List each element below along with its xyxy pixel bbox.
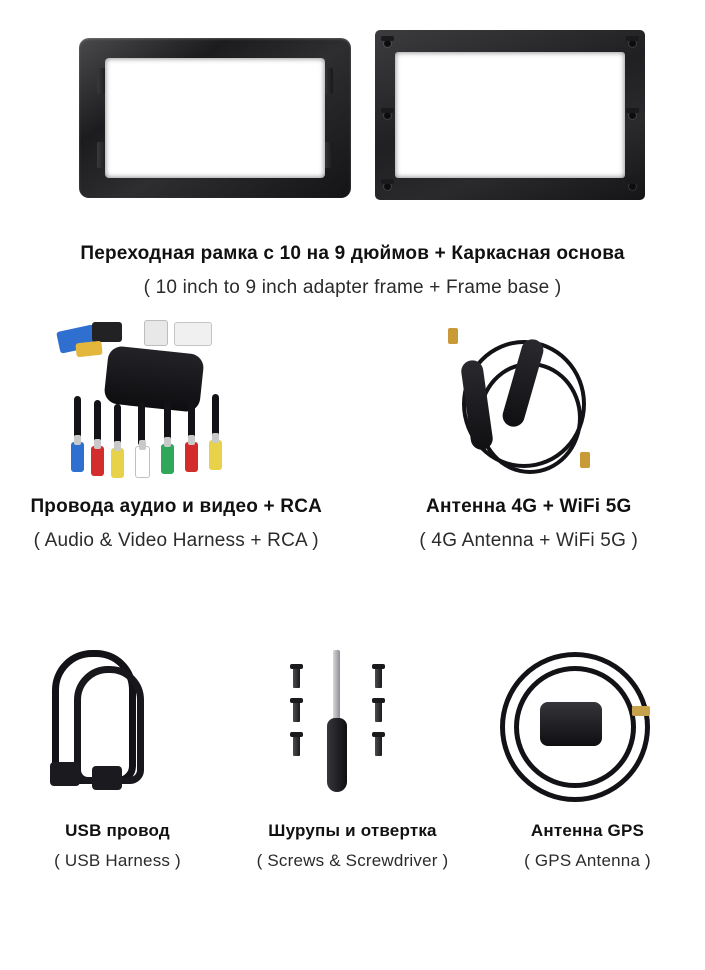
screws-caption-ru: Шурупы и отвертка bbox=[268, 821, 437, 840]
black-connector-icon bbox=[92, 322, 122, 342]
usb-caption-ru: USB провод bbox=[65, 821, 170, 840]
screw-hole-icon bbox=[629, 112, 636, 119]
antenna-caption bbox=[353, 495, 705, 554]
frames-caption-en: ( 10 inch to 9 inch adapter frame + Frame base ) bbox=[143, 276, 562, 298]
yellow-connector-icon bbox=[76, 341, 103, 358]
item-audio-video-harness bbox=[0, 320, 353, 554]
item-screws-screwdriver bbox=[235, 640, 470, 874]
harness-wire bbox=[114, 404, 121, 446]
screw-hole-icon bbox=[629, 183, 636, 190]
item-usb-harness bbox=[0, 640, 235, 874]
gps-caption bbox=[470, 820, 705, 874]
antenna-caption-ru: Антенна 4G + WiFi 5G bbox=[426, 496, 632, 517]
frame-tab-bottom-left bbox=[97, 142, 107, 168]
screw-hole-icon bbox=[384, 112, 391, 119]
screw-icon bbox=[375, 702, 382, 722]
screw-icon bbox=[293, 702, 300, 722]
gps-caption-en: ( GPS Antenna ) bbox=[524, 851, 651, 871]
harness-caption bbox=[0, 495, 353, 554]
usb-caption bbox=[0, 820, 235, 874]
screwdriver-handle bbox=[327, 718, 347, 792]
screw-hole-icon bbox=[629, 40, 636, 47]
rca-plug-yellow bbox=[209, 440, 222, 470]
frame-tab-bottom-right bbox=[323, 142, 333, 168]
rca-plug-red bbox=[185, 442, 198, 472]
antenna-illustration bbox=[404, 320, 654, 495]
usb-harness-illustration bbox=[0, 640, 235, 820]
harness-caption-en: ( Audio & Video Harness + RCA ) bbox=[33, 529, 319, 551]
frame-tab-top-left bbox=[97, 68, 107, 94]
antenna-connector-icon bbox=[448, 328, 458, 344]
usb-connector-icon bbox=[50, 762, 80, 786]
harness-caption-ru: Провода аудио и видео + RCA bbox=[30, 496, 323, 517]
screw-icon bbox=[293, 736, 300, 756]
screws-caption bbox=[235, 820, 470, 874]
rca-plug-green bbox=[161, 444, 174, 474]
screw-icon bbox=[375, 736, 382, 756]
gps-receiver-body bbox=[540, 702, 602, 746]
rca-plug-blue bbox=[71, 442, 84, 472]
screw-hole-icon bbox=[384, 40, 391, 47]
item-gps-antenna bbox=[470, 640, 705, 874]
frame-tab-top-right bbox=[323, 68, 333, 94]
frames-caption bbox=[0, 242, 705, 301]
screw-icon bbox=[293, 668, 300, 688]
item-4g-wifi-antenna bbox=[353, 320, 705, 554]
matte-frame-base-image bbox=[375, 30, 645, 200]
rca-plug-red bbox=[91, 446, 104, 476]
frames-illustration bbox=[43, 18, 663, 198]
screw-icon bbox=[375, 668, 382, 688]
audio-video-harness-illustration bbox=[46, 320, 306, 495]
usb-caption-en: ( USB Harness ) bbox=[54, 851, 181, 871]
section-frames bbox=[0, 18, 705, 298]
antenna-connector-icon bbox=[580, 452, 590, 468]
antenna-caption-en: ( 4G Antenna + WiFi 5G ) bbox=[419, 529, 639, 551]
gps-caption-ru: Антенна GPS bbox=[530, 821, 645, 840]
screwdriver-shaft bbox=[333, 650, 340, 720]
usb-connector-icon bbox=[92, 766, 122, 790]
white-connector-icon bbox=[144, 320, 168, 346]
screws-caption-en: ( Screws & Screwdriver ) bbox=[256, 851, 449, 871]
section-harness-antenna bbox=[0, 320, 705, 610]
rca-plug-yellow bbox=[111, 448, 124, 478]
section-accessories bbox=[0, 640, 705, 950]
screws-screwdriver-illustration bbox=[235, 640, 470, 820]
harness-wire bbox=[94, 400, 101, 444]
white-connector-icon bbox=[174, 322, 212, 346]
glossy-adapter-frame-image bbox=[79, 38, 351, 198]
screw-hole-icon bbox=[384, 183, 391, 190]
gps-connector-icon bbox=[632, 706, 650, 716]
gps-antenna-illustration bbox=[470, 640, 705, 820]
frames-caption-ru: Переходная рамка с 10 на 9 дюймов + Каркасная основа bbox=[80, 243, 625, 264]
rca-plug-white bbox=[135, 446, 150, 478]
